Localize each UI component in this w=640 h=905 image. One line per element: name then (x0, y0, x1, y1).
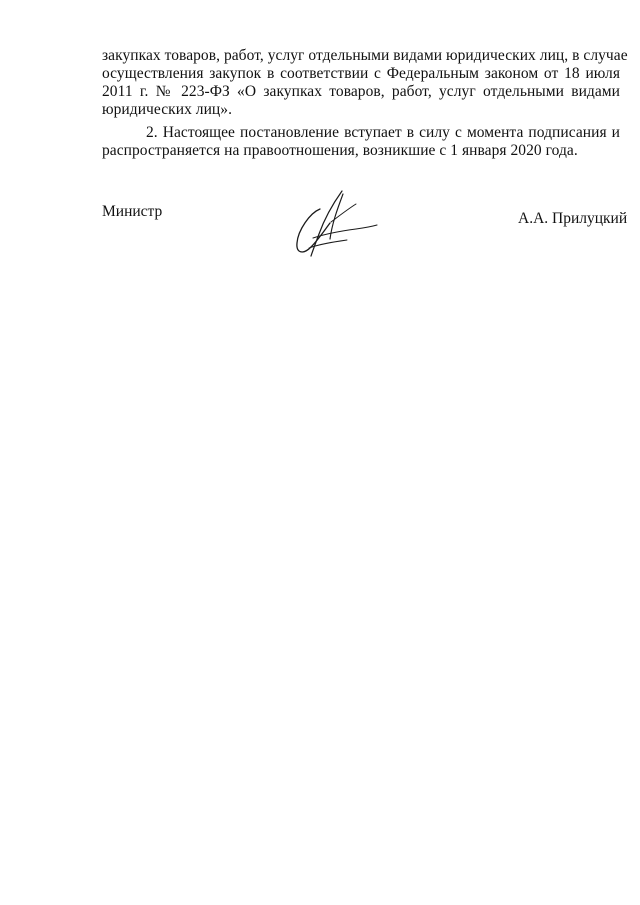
paragraph-1-line-3: 2011 г. № 223-ФЗ «О закупках товаров, работ, услуг отдельными видами (102, 83, 620, 100)
paragraph-2-line-2: распространяется на правоотношения, возникшие с 1 января 2020 года. (102, 142, 578, 159)
handwritten-signature-icon (286, 186, 378, 260)
signatory-name: А.А. Прилуцкий (518, 210, 628, 227)
paragraph-1-line-2: осуществления закупок в соответствии с Федеральным законом от 18 июля (102, 65, 620, 82)
paragraph-1-line-4: юридических лиц». (102, 101, 232, 118)
signatory-title: Министр (102, 203, 163, 220)
paragraph-2-line-1: 2. Настоящее постановление вступает в силу с момента подписания и (146, 124, 620, 141)
paragraph-1-line-1: закупках товаров, работ, услуг отдельными видами юридических лиц, в случае (102, 47, 628, 64)
